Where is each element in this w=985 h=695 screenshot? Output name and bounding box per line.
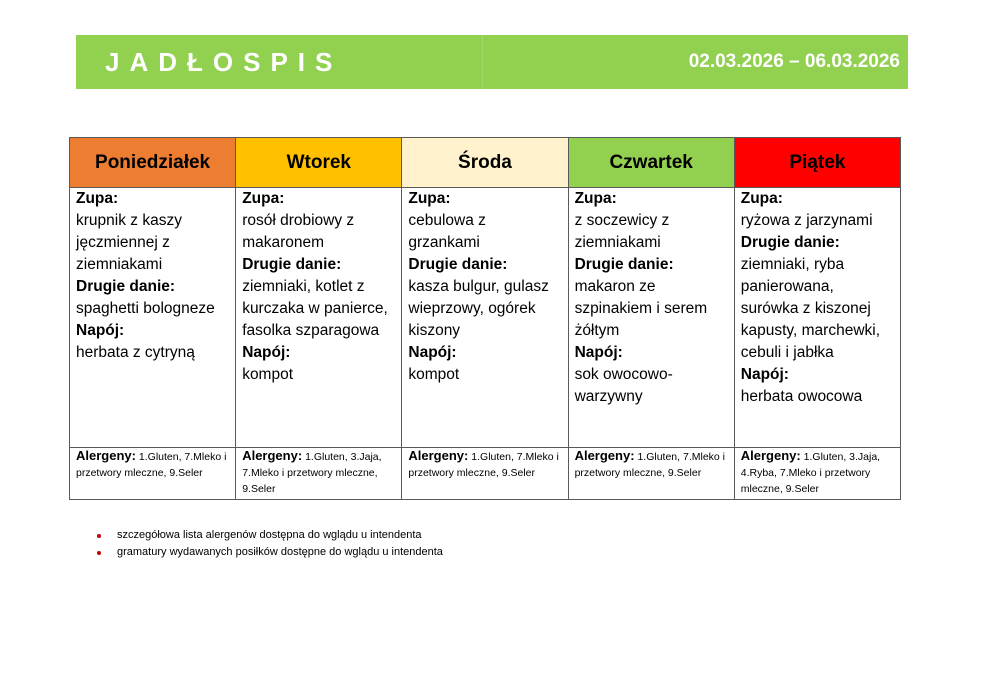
allergens-label: Alergeny: <box>76 448 136 463</box>
drink-value: sok owocowo-warzywny <box>574 366 673 405</box>
notes-list <box>97 527 443 561</box>
main-label: Drugie danie: <box>740 234 840 251</box>
soup-value: krupnik z kaszy jęczmiennej z ziemniakami <box>76 212 182 273</box>
meals-monday <box>70 188 236 448</box>
meals-friday <box>734 188 900 448</box>
allergens-value: 1.Gluten, 3.Jaja, 4.Ryba, 7.Mleko i przetwory mleczne, 9.Seler <box>740 451 881 495</box>
main-value: kasza bulgur, gulasz wieprzowy, ogórek kiszony <box>408 278 549 339</box>
day-header-wednesday: Środa <box>402 138 568 188</box>
allergens-thursday <box>568 448 734 500</box>
drink-value: kompot <box>408 366 460 383</box>
allergens-value: 1.Gluten, 3.Jaja, 7.Mleko i przetwory mleczne, 9.Seler <box>242 451 382 495</box>
day-header-monday: Poniedziałek <box>70 138 236 188</box>
list-item <box>97 544 443 561</box>
main-value: makaron ze szpinakiem i serem żółtym <box>574 278 708 339</box>
main-label: Drugie danie: <box>574 256 674 273</box>
bullet-icon <box>97 551 101 555</box>
menu-table <box>69 137 901 500</box>
bullet-icon <box>97 534 101 538</box>
main-value: ziemniaki, kotlet z kurczaka w panierce, fasolka szparagowa <box>242 278 388 339</box>
drink-label: Napój: <box>76 322 125 339</box>
soup-value: rosół drobiowy z makaronem <box>242 212 355 251</box>
day-header-friday: Piątek <box>734 138 900 188</box>
allergens-friday <box>734 448 900 500</box>
meals-thursday <box>568 188 734 448</box>
allergens-tuesday <box>236 448 402 500</box>
page-title: JADŁOSPIS <box>105 46 343 77</box>
meals-tuesday <box>236 188 402 448</box>
soup-value: cebulowa z grzankami <box>408 212 486 251</box>
day-header-tuesday: Wtorek <box>236 138 402 188</box>
day-header-thursday: Czwartek <box>568 138 734 188</box>
drink-label: Napój: <box>574 344 623 361</box>
soup-value: ryżowa z jarzynami <box>740 212 873 229</box>
main-value: ziemniaki, ryba panierowana, surówka z kiszonej kapusty, marchewki, cebuli i jabłka <box>740 256 881 361</box>
drink-value: herbata z cytryną <box>76 344 195 361</box>
main-label: Drugie danie: <box>242 256 342 273</box>
allergens-value: 1.Gluten, 7.Mleko i przetwory mleczne, 9.Seler <box>76 451 227 479</box>
allergens-value: 1.Gluten, 7.Mleko i przetwory mleczne, 9.Seler <box>574 451 725 479</box>
main-label: Drugie danie: <box>408 256 508 273</box>
allergens-label: Alergeny: <box>574 448 635 463</box>
soup-value: z soczewicy z ziemniakami <box>574 212 670 251</box>
drink-label: Napój: <box>740 366 789 383</box>
allergens-label: Alergeny: <box>242 448 303 463</box>
banner-divider <box>482 35 483 89</box>
drink-value: herbata owocowa <box>740 388 863 405</box>
soup-label: Zupa: <box>242 190 285 207</box>
day-header-row <box>70 138 901 188</box>
allergens-value: 1.Gluten, 7.Mleko i przetwory mleczne, 9.Seler <box>408 451 559 479</box>
note-text: gramatury wydawanych posiłków dostępne do wglądu u intendenta <box>117 546 443 558</box>
soup-label: Zupa: <box>574 190 617 207</box>
list-item <box>97 527 443 544</box>
main-value: spaghetti bologneze <box>76 300 215 317</box>
allergens-monday <box>70 448 236 500</box>
allergens-row <box>70 448 901 500</box>
allergens-label: Alergeny: <box>740 448 801 463</box>
date-range: 02.03.2026 – 06.03.2026 <box>688 51 900 72</box>
note-text: szczegółowa lista alergenów dostępna do wglądu u intendenta <box>117 529 422 541</box>
soup-label: Zupa: <box>408 190 451 207</box>
drink-label: Napój: <box>242 344 291 361</box>
soup-label: Zupa: <box>76 190 119 207</box>
header-banner <box>76 35 908 89</box>
meals-row <box>70 188 901 448</box>
main-label: Drugie danie: <box>76 278 176 295</box>
drink-value: kompot <box>242 366 294 383</box>
allergens-wednesday <box>402 448 568 500</box>
allergens-label: Alergeny: <box>408 448 469 463</box>
drink-label: Napój: <box>408 344 457 361</box>
soup-label: Zupa: <box>740 190 783 207</box>
meals-wednesday <box>402 188 568 448</box>
